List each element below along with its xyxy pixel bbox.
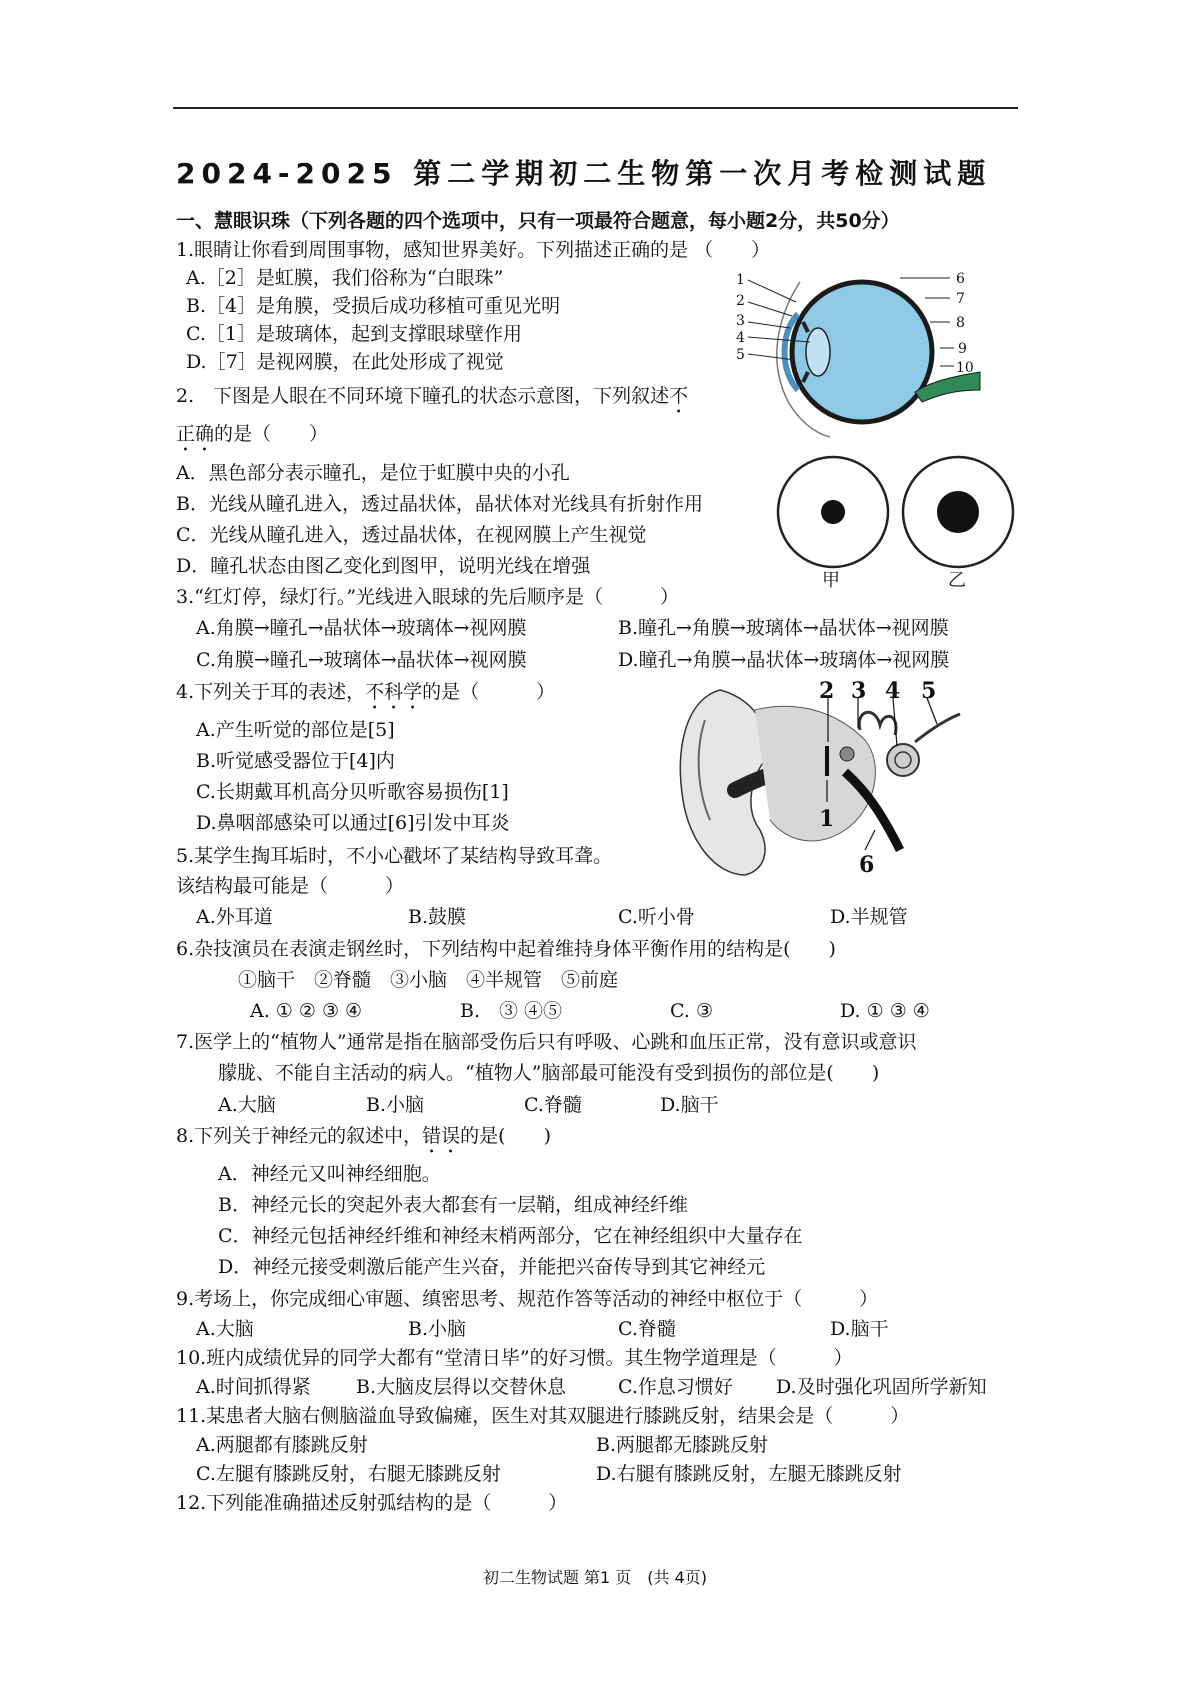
q7-option-c: C.脊髓 [524, 1094, 582, 1116]
q6-items: ①脑干 ②脊髓 ③小脑 ④半规管 ⑤前庭 [238, 969, 619, 991]
q8-option-c: C．神经元包括神经纤维和神经末梢两部分，它在神经组织中大量存在 [218, 1225, 803, 1247]
q9-option-b: B.小脑 [408, 1318, 467, 1340]
header-rule [173, 107, 1018, 109]
eye-label-7: 7 [956, 291, 965, 307]
q11-option-a: A.两腿都有膝跳反射 [196, 1434, 368, 1456]
q10-option-a: A.时间抓得紧 [196, 1376, 311, 1398]
ear-label-5: 5 [921, 678, 937, 704]
label-jia: 甲 [822, 570, 840, 591]
q2-option-d: D．瞳孔状态由图乙变化到图甲，说明光线在增强 [176, 555, 591, 577]
q5-option-c: C.听小骨 [618, 906, 695, 928]
q8-option-b: B．神经元长的突起外表大都套有一层鞘，组成神经纤维 [218, 1194, 688, 1216]
q8-option-a: A．神经元又叫神经细胞。 [218, 1163, 441, 1185]
q4-option-d: D.鼻咽部感染可以通过[6]引发中耳炎 [196, 812, 510, 834]
q2-stem-line1 [176, 384, 688, 418]
q6-option-d: D. ① ③ ④ [840, 1000, 930, 1022]
label-yi: 乙 [948, 570, 966, 591]
q7-option-b: B.小脑 [366, 1094, 425, 1116]
pupil-yi-large [937, 491, 979, 533]
q1-option-d: D.［7］是视网膜，在此处形成了视觉 [186, 351, 504, 373]
q4-option-c: C.长期戴耳机高分贝听歌容易损伤[1] [196, 781, 509, 803]
q2-stem-line2 [176, 422, 328, 456]
q7-stem-line1: 7.医学上的“植物人”通常是指在脑部受伤后只有呼吸、心跳和血压正常，没有意识或意识 [176, 1031, 917, 1053]
page-title: 2024-2025 第二学期初二生物第一次月考检测试题 [176, 157, 992, 190]
q4-stem [176, 680, 555, 714]
ear-label-3: 3 [851, 678, 867, 704]
q10-stem: 10.班内成绩优异的同学大都有“堂清日毕”的好习惯。其生物学道理是（ ） [176, 1347, 853, 1369]
q6-option-a: A. ① ② ③ ④ [250, 1000, 363, 1022]
q8-stem-post: 的是( ) [460, 1125, 551, 1147]
ear-diagram [675, 680, 965, 880]
q7-stem-line2: 朦胧、不能自主活动的病人。“植物人”脑部最可能没有受到损伤的部位是( ) [218, 1062, 880, 1084]
eye-label-5: 5 [736, 347, 745, 363]
q1-option-b: B.［4］是角膜，受损后成功移植可重见光明 [186, 295, 561, 317]
q2-stem-post: 的是（ ） [214, 423, 329, 445]
ear-label-1: 1 [819, 806, 835, 832]
q8-stem-emph: 错误 [422, 1125, 461, 1147]
q3-option-c: C.角膜→瞳孔→玻璃体→晶状体→视网膜 [196, 649, 527, 671]
cochlea [887, 744, 919, 776]
auditory-nerve [915, 714, 960, 742]
ossicles [840, 747, 854, 761]
q2-stem-pre: 2. 下图是人眼在不同环境下瞳孔的状态示意图，下列叙述 [176, 385, 670, 407]
section-heading: 一、慧眼识珠（下列各题的四个选项中，只有一项最符合题意，每小题2分，共50分） [176, 210, 900, 232]
q5-stem-line1: 5.某学生掏耳垢时，不小心戳坏了某结构导致耳聋。 [176, 845, 613, 867]
q8-stem [176, 1124, 551, 1158]
q1-option-c: C.［1］是玻璃体，起到支撑眼球壁作用 [186, 323, 522, 345]
q3-option-d: D.瞳孔→角膜→晶状体→玻璃体→视网膜 [618, 649, 950, 671]
q6-option-b: B. ③ ④⑤ [460, 1000, 563, 1022]
pupil-jia-small [821, 500, 845, 524]
q7-option-a: A.大脑 [218, 1094, 276, 1116]
q10-option-c: C.作息习惯好 [618, 1376, 733, 1398]
temporal-bone [755, 706, 875, 841]
pupil-diagram [770, 456, 1020, 596]
q6-stem: 6.杂技演员在表演走钢丝时，下列结构中起着维持身体平衡作用的结构是( ) [176, 938, 836, 960]
page-footer: 初二生物试题 第1 页 (共 4页) [482, 1568, 708, 1587]
q5-option-d: D.半规管 [830, 906, 908, 928]
q4-stem-post: 的是（ ） [422, 681, 556, 703]
q12-stem: 12.下列能准确描述反射弧结构的是（ ） [176, 1492, 568, 1514]
q8-stem-pre: 8.下列关于神经元的叙述中， [176, 1125, 423, 1147]
eye-label-3: 3 [736, 313, 745, 329]
q4-stem-emph: 不科学 [365, 681, 423, 703]
q5-option-b: B.鼓膜 [408, 906, 467, 928]
ear-label-4: 4 [885, 678, 901, 704]
eye-label-10: 10 [956, 360, 974, 376]
q10-option-b: B.大脑皮层得以交替休息 [356, 1376, 567, 1398]
eye-label-4: 4 [736, 330, 745, 346]
q5-option-a: A.外耳道 [196, 906, 273, 928]
q3-option-a: A.角膜→瞳孔→晶状体→玻璃体→视网膜 [196, 617, 527, 639]
q4-stem-pre: 4.下列关于耳的表述， [176, 681, 366, 703]
eye-label-6: 6 [956, 271, 965, 287]
q10-option-d: D.及时强化巩固所学新知 [776, 1376, 987, 1398]
q11-option-d: D.右腿有膝跳反射，左腿无膝跳反射 [596, 1463, 902, 1485]
semicircular-canals [859, 712, 896, 735]
q9-option-d: D.脑干 [830, 1318, 889, 1340]
q6-option-c: C. ③ [670, 1000, 713, 1022]
eye-label-1: 1 [736, 272, 745, 288]
q11-stem: 11.某患者大脑右侧脑溢血导致偏瘫，医生对其双腿进行膝跳反射，结果会是（ ） [176, 1405, 910, 1427]
ear-label-2: 2 [819, 678, 835, 704]
eye-label-9: 9 [958, 341, 967, 357]
q11-option-b: B.两腿都无膝跳反射 [596, 1434, 769, 1456]
q2-option-a: A．黑色部分表示瞳孔，是位于虹膜中央的小孔 [176, 462, 570, 484]
lens [806, 328, 830, 376]
eye-label-8: 8 [956, 315, 965, 331]
q1-option-a: A.［2］是虹膜，我们俗称为“白眼珠” [186, 267, 504, 289]
q9-stem: 9.考场上，你完成细心审题、缜密思考、规范作答等活动的神经中枢位于（ ） [176, 1288, 879, 1310]
q9-option-a: A.大脑 [196, 1318, 254, 1340]
eye-label-2: 2 [736, 293, 745, 309]
q7-option-d: D.脑干 [660, 1094, 719, 1116]
q2-option-b: B．光线从瞳孔进入，透过晶状体，晶状体对光线具有折射作用 [176, 493, 703, 515]
q8-option-d: D．神经元接受刺激后能产生兴奋，并能把兴奋传导到其它神经元 [218, 1256, 766, 1278]
q11-option-c: C.左腿有膝跳反射，右腿无膝跳反射 [196, 1463, 501, 1485]
q2-stem-emph-bu: 不 [669, 385, 689, 407]
q9-option-c: C.脊髓 [618, 1318, 676, 1340]
q2-option-c: C．光线从瞳孔进入，透过晶状体，在视网膜上产生视觉 [176, 524, 647, 546]
q5-stem-line2: 该结构最可能是（ ） [176, 875, 405, 897]
q3-stem: 3.“红灯停，绿灯行。”光线进入眼球的先后顺序是（ ） [176, 586, 680, 608]
q2-stem-emph-zhengque: 正确 [176, 423, 215, 445]
q1-stem: 1.眼睛让你看到周围事物，感知世界美好。下列描述正确的是 （ ） [176, 239, 771, 261]
q3-option-b: B.瞳孔→角膜→玻璃体→晶状体→视网膜 [618, 617, 949, 639]
ear-label-6: 6 [859, 852, 875, 878]
eyeball-diagram [736, 271, 990, 442]
q4-option-b: B.听觉感受器位于[4]内 [196, 750, 395, 772]
q4-option-a: A.产生听觉的部位是[5] [196, 719, 395, 741]
